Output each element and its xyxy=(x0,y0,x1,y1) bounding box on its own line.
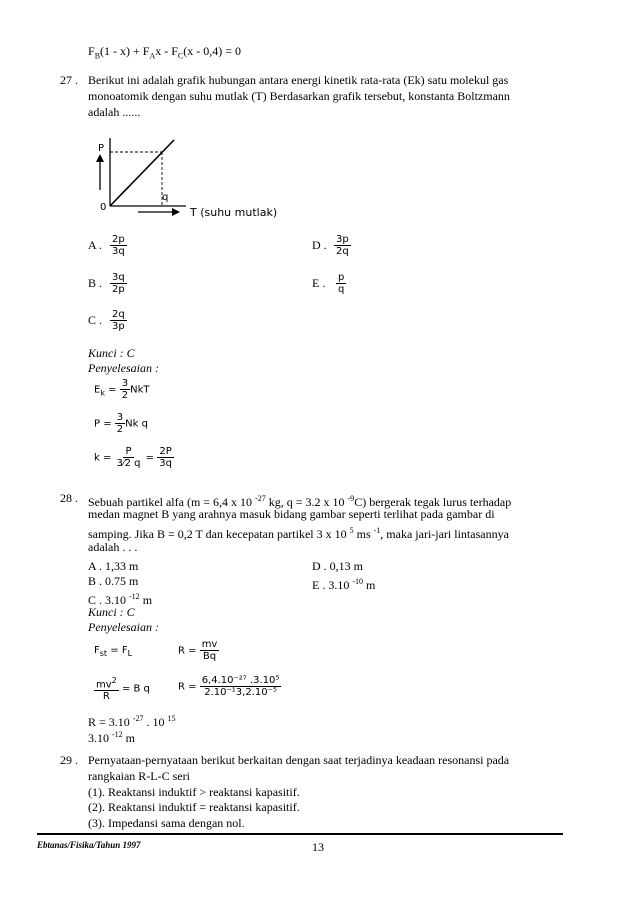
option-28-d[interactable]: D . 0,13 m xyxy=(312,559,363,573)
page-number: 13 xyxy=(312,840,324,854)
question-29-line-5: (3). Impedansi sama dengan nol. xyxy=(88,816,245,830)
solution-27-line-3: k = $\frac{P}{3⁄2 q}$ = $\frac{2P}{3q}$ xyxy=(94,446,172,469)
question-29-line-1: Pernyataan-pernyataan berikut berkaitan dengan saat terjadinya keadaan resonansi pada xyxy=(88,753,510,767)
question-27-line-3: adalah ...... xyxy=(88,105,141,119)
penyelesaian-27: Penyelesaian : xyxy=(88,361,159,375)
kunci-28: Kunci : C xyxy=(88,605,135,619)
x-axis-label: T (suhu mutlak) xyxy=(190,206,278,219)
question-29-number: 29 . xyxy=(60,753,78,767)
question-27-line-2: monoatomik dengan suhu mutlak (T) Berdasarkan grafik tersebut, konstanta Boltzmann xyxy=(88,89,510,103)
y-label: P xyxy=(98,143,105,154)
solution-28-d: R = $\frac{\text{6,4.10⁻²⁷ .3.10⁵}}{\text{2.10⁻¹3,2.10⁻⁵}}$ xyxy=(178,675,280,698)
footer-rule xyxy=(37,833,563,835)
question-28-line-3: samping. Jika B = 0,2 T dan kecepatan partikel 3 x 10 $^5$ ms $^{-1}$, maka jari-jari lintasannya xyxy=(88,526,509,541)
option-b[interactable]: B . $\frac{3q}{2p}$ xyxy=(88,272,125,295)
question-29-line-3: (1). Reaktansi induktif > reaktansi kapasitif. xyxy=(88,785,300,799)
result-28-line-2: 3.10 $^{-12}$ m xyxy=(88,730,136,745)
solution-28-a: $F_{st} = F_L$ xyxy=(94,645,133,658)
question-29-line-2: rangkaian R-L-C seri xyxy=(88,769,190,783)
question-28-line-4: adalah . . . xyxy=(88,540,138,554)
option-e[interactable]: E . $\frac{p}{q}$ xyxy=(312,272,345,295)
solution-28-c: $\frac{mv^2}{R}$ = B q xyxy=(96,676,150,703)
option-28-b[interactable]: B . 0.75 m xyxy=(88,574,139,588)
footer-left: Ebtanas/Fisika/Tahun 1997 xyxy=(37,840,141,850)
solution-28-b: R = $\frac{mv}{Bq}$ xyxy=(178,639,218,662)
result-28-line-1: R = 3.10 $^{-27}$ . 10 $^{15}$ xyxy=(88,714,176,729)
question-28-number: 28 . xyxy=(60,491,78,505)
penyelesaian-28: Penyelesaian : xyxy=(88,620,159,634)
question-29-line-4: (2). Reaktansi induktif = reaktansi kapasitif. xyxy=(88,800,300,814)
option-28-a[interactable]: A . 1,33 m xyxy=(88,559,139,573)
up-arrow-head xyxy=(96,154,104,162)
option-c[interactable]: C . $\frac{2q}{3p}$ xyxy=(88,309,125,332)
origin-label: 0 xyxy=(100,202,107,213)
option-28-c[interactable]: C . 3.10 $^{-12}$ m xyxy=(88,592,153,607)
option-28-e[interactable]: E . 3.10 $^{-10}$ m xyxy=(312,577,376,592)
solution-27-line-2: P = $\frac{3}{2}$ Nk q xyxy=(94,412,148,435)
question-28-line-2: medan magnet B yang arahnya masuk bidang gambar seperti terlihat pada gambar di xyxy=(88,507,495,521)
solution-27-line-1: $E_k$ = $\frac{3}{2}$ NkT xyxy=(94,378,150,401)
question-27-line-1: Berikut ini adalah grafik hubungan antara energi kinetik rata-rata (Ek) satu molekul gas xyxy=(88,73,509,87)
option-a[interactable]: A . $\frac{2p}{3q}$ xyxy=(88,234,125,257)
x-mark-label: q xyxy=(162,192,169,203)
pt-graph xyxy=(88,132,288,224)
top-equation: $F_B(1 - x) + F_Ax - F_C(x - 0,4) = 0$ xyxy=(88,44,242,61)
right-arrow-head xyxy=(172,208,180,216)
option-d[interactable]: D . $\frac{3p}{2q}$ xyxy=(312,234,349,257)
kunci-27: Kunci : C xyxy=(88,346,135,360)
question-27-number: 27 . xyxy=(60,73,78,87)
question-28-line-1: Sebuah partikel alfa (m = 6,4 x 10 $^{-27}$ kg, q = 3.2 x 10 $^{-9}$C) bergerak tegak lurus terhadap xyxy=(88,494,512,509)
